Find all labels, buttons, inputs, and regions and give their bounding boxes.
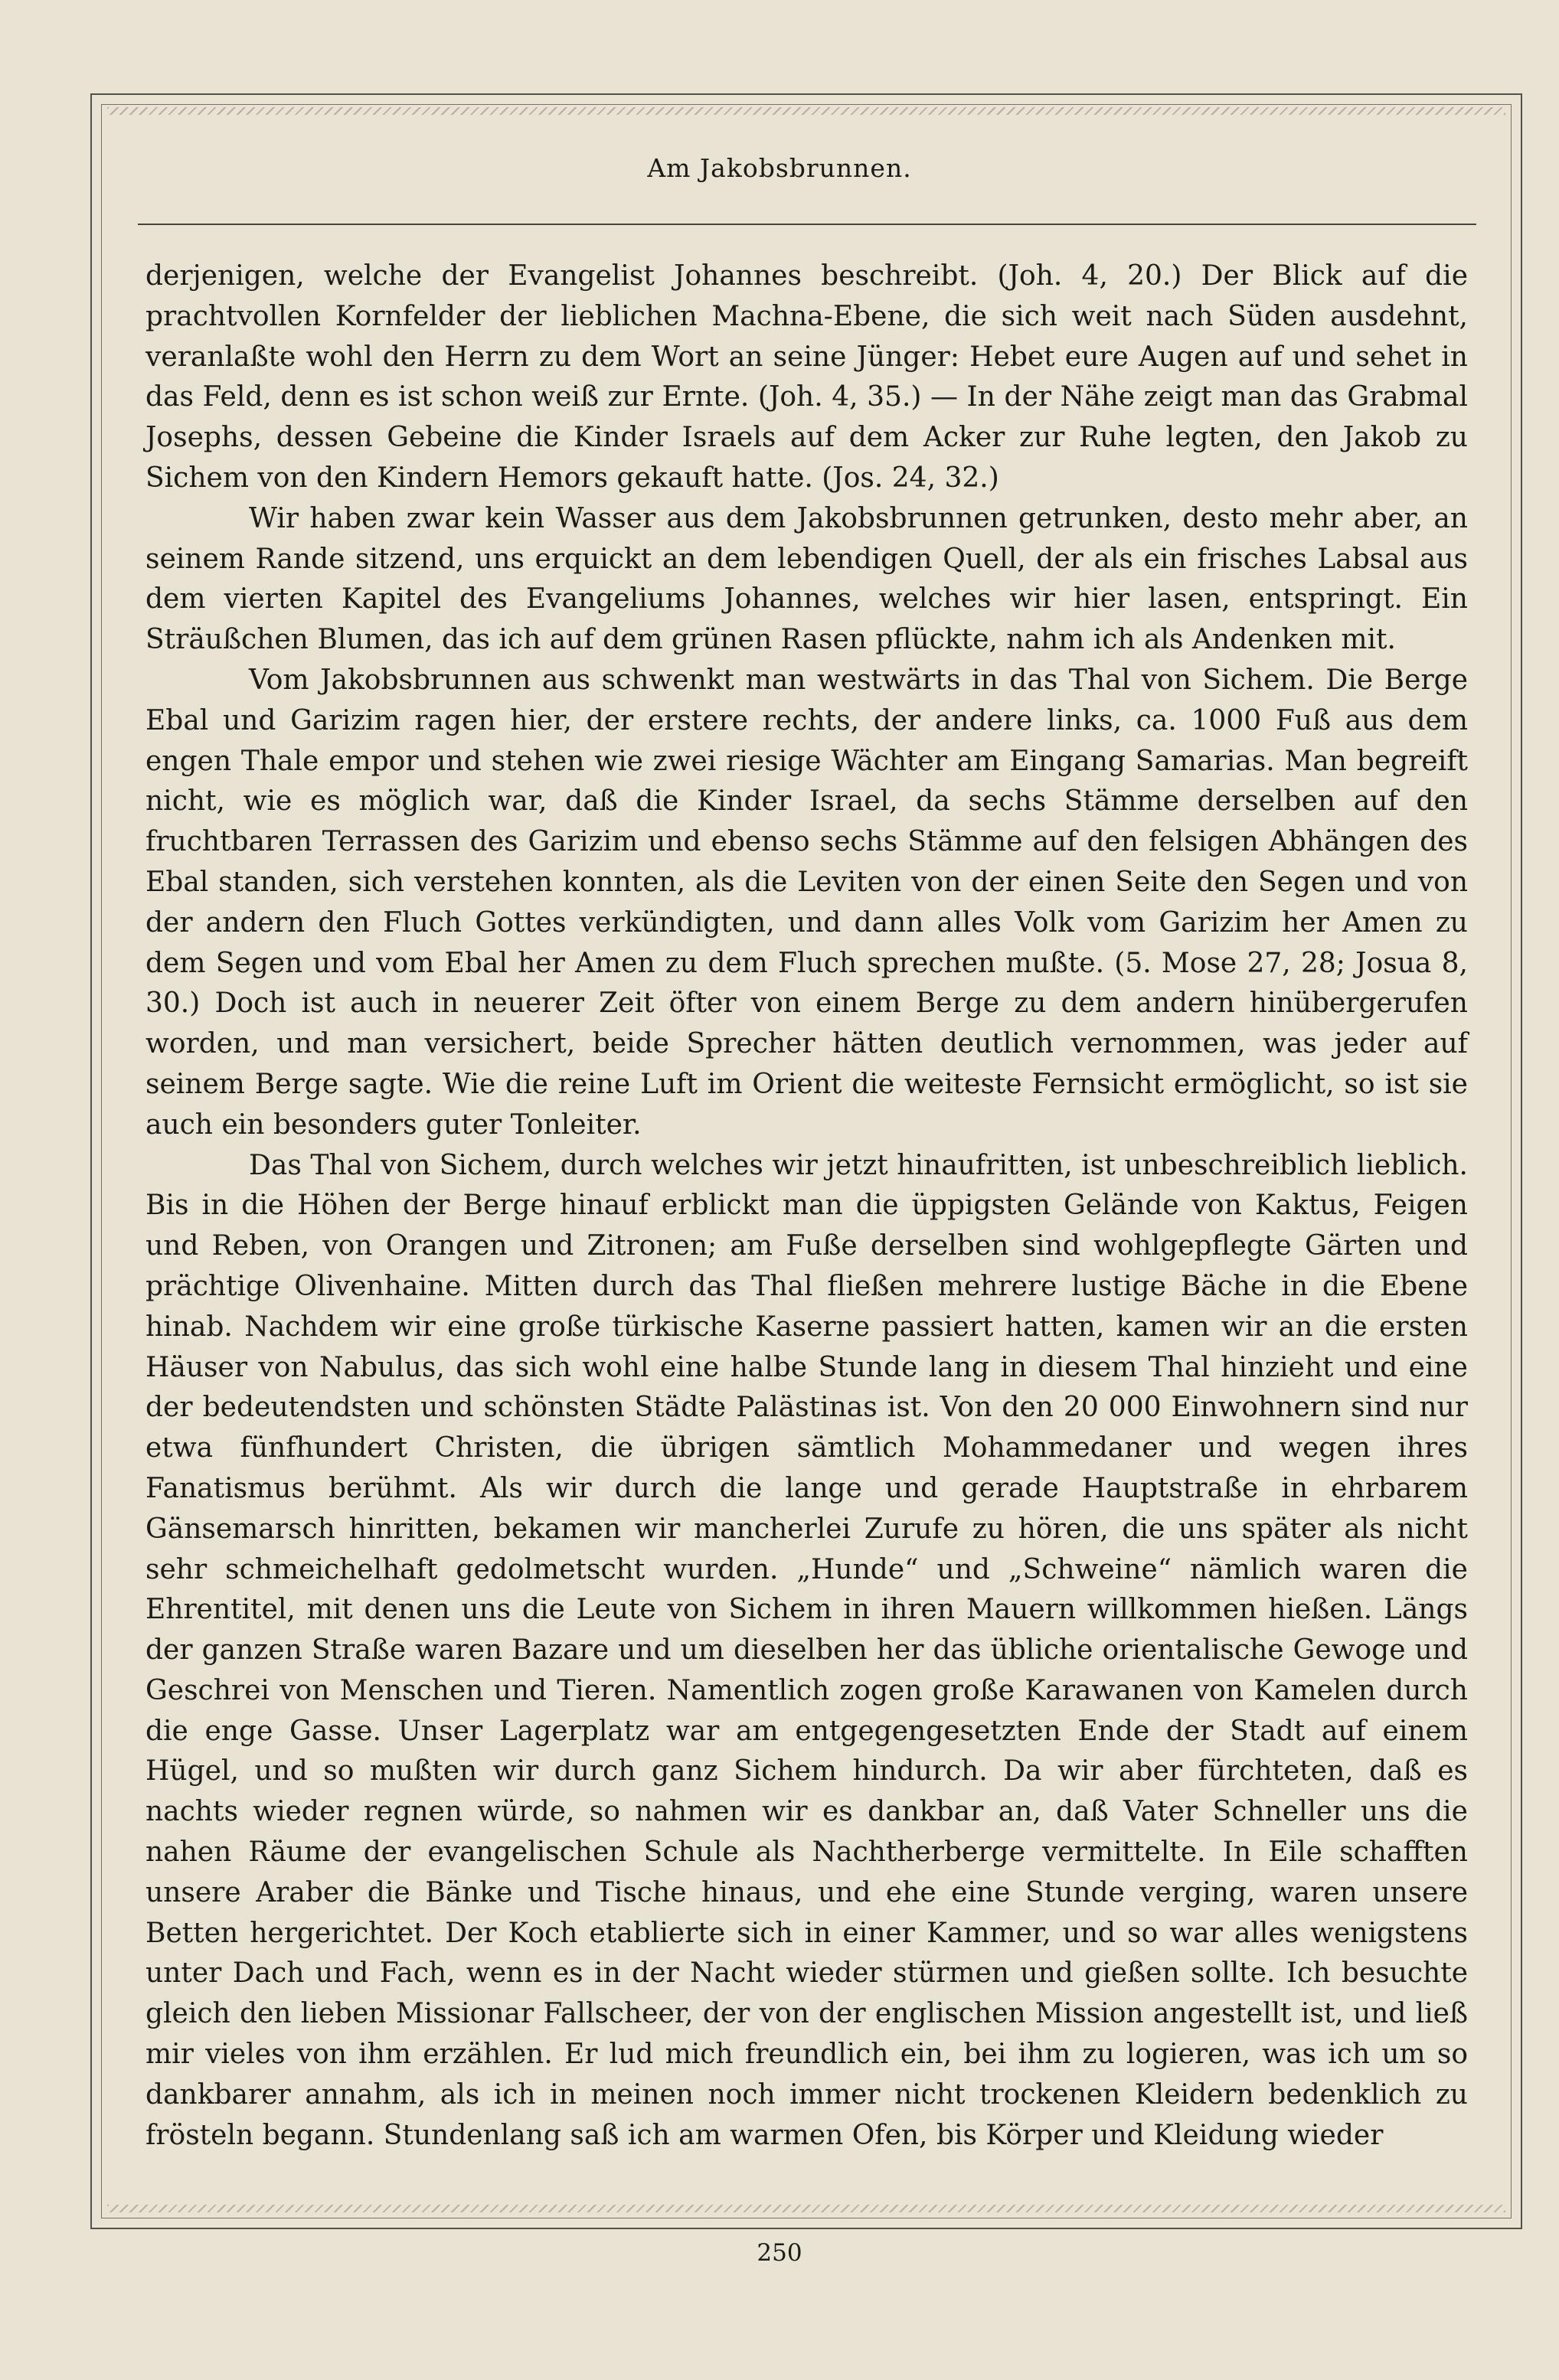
- paragraph: Wir haben zwar kein Wasser aus dem Jakobsbrunnen getrunken, desto mehr aber, an seinem Rande sitzend, uns erquickt an dem lebendigen Quell, der als ein frisches Labsal aus dem vierten Kapitel des Evangeliums Johannes, welches wir hier lasen, entspringt. Ein Sträußchen Blumen, das ich auf dem grünen Rasen pflückte, nahm ich als Andenken mit.: [145, 502, 1468, 656]
- body-text: [145, 256, 1468, 2156]
- frame-ornament-top: [107, 107, 1505, 115]
- frame-ornament-bottom: [107, 2205, 1505, 2212]
- paragraph: Das Thal von Sichem, durch welches wir jetzt hinaufritten, ist unbeschreiblich lieblich. Bis in die Höhen der Berge hinauf erblickt man die üppigsten Gelände von Kaktus, Feigen und Reben, von Orangen und Zitronen; am Fuße derselben sind wohlgepflegte Gärten und prächtige Olivenhaine. Mitten durch das Thal fließen mehrere lustige Bäche in die Ebene hinab. Nachdem wir eine große türkische Kaserne passiert hatten, kamen wir an die ersten Häuser von Nabulus, das sich wohl eine halbe Stunde lang in diesem Thal hinzieht und eine der bedeutendsten und schönsten Städte Palästinas ist. Von den 20 000 Einwohnern sind nur etwa fünfhundert Christen, die übrigen sämtlich Mohammedaner und wegen ihres Fanatismus berühmt. Als wir durch die lange und gerade Hauptstraße in ehrbarem Gänsemarsch hinritten, bekamen wir mancherlei Zurufe zu hören, die uns später als nicht sehr schmeichelhaft gedolmetscht wurden. „Hunde“ und „Schweine“ nämlich waren die Ehrentitel, mit denen uns die Leute von Sichem in ihren Mauern willkommen hießen. Längs der ganzen Straße waren Bazare und um dieselben her das übliche orientalische Gewoge und Geschrei von Menschen und Tieren. Namentlich zogen große Karawanen von Kamelen durch die enge Gasse. Unser Lagerplatz war am entgegengesetzten Ende der Stadt auf einem Hügel, und so mußten wir durch ganz Sichem hindurch. Da wir aber fürchteten, daß es nachts wieder regnen würde, so nahmen wir es dankbar an, daß Vater Schneller uns die nahen Räume der evangelischen Schule als Nachtherberge vermittelte. In Eile schafften unsere Araber die Bänke und Tische hinaus, und ehe eine Stunde verging, waren unsere Betten hergerichtet. Der Koch etablierte sich in einer Kammer, und so war alles wenigstens unter Dach und Fach, wenn es in der Nacht wieder stürmen und gießen sollte. Ich besuchte gleich den lieben Missionar Fallscheer, der von der englischen Mission angestellt ist, und ließ mir vieles von ihm erzählen. Er lud mich freundlich ein, bei ihm zu logieren, was ich um so dankbarer annahm, als ich in meinen noch immer nicht trockenen Kleidern bedenklich zu frösteln begann. Stundenlang saß ich am warmen Ofen, bis Körper und Kleidung wieder: [145, 1149, 1468, 2151]
- header-rule: [138, 224, 1476, 225]
- page-number: 250: [757, 2239, 802, 2267]
- paragraph: derjenigen, welche der Evangelist Johannes beschreibt. (Joh. 4, 20.) Der Blick auf die prachtvollen Kornfelder der lieblichen Machna-Ebene, die sich weit nach Süden ausdehnt, veranlaßte wohl den Herrn zu dem Wort an seine Jünger: Hebet eure Augen auf und sehet in das Feld, denn es ist schon weiß zur Ernte. (Joh. 4, 35.) — In der Nähe zeigt man das Grabmal Josephs, dessen Gebeine die Kinder Israels auf dem Acker zur Ruhe legten, den Jakob zu Sichem von den Kindern Hemors gekauft hatte. (Jos. 24, 32.): [145, 260, 1468, 494]
- running-header: Am Jakobsbrunnen.: [647, 153, 912, 183]
- paragraph: Vom Jakobsbrunnen aus schwenkt man westwärts in das Thal von Sichem. Die Berge Ebal und Garizim ragen hier, der erstere rechts, der andere links, ca. 1000 Fuß aus dem engen Thale empor und stehen wie zwei riesige Wächter am Eingang Samarias. Man begreift nicht, wie es möglich war, daß die Kinder Israel, da sechs Stämme derselben auf den fruchtbaren Terrassen des Garizim und ebenso sechs Stämme auf den felsigen Abhängen des Ebal standen, sich verstehen konnten, als die Leviten von der einen Seite den Segen und von der andern den Fluch Gottes verkündigten, und dann alles Volk vom Garizim her Amen zu dem Segen und vom Ebal her Amen zu dem Fluch sprechen mußte. (5. Mose 27, 28; Josua 8, 30.) Doch ist auch in neuerer Zeit öfter von einem Berge zu dem andern hinübergerufen worden, und man versichert, beide Sprecher hätten deutlich vernommen, was jeder auf seinem Berge sagte. Wie die reine Luft im Orient die weiteste Fernsicht ermöglicht, so ist sie auch ein besonders guter Tonleiter.: [145, 664, 1468, 1141]
